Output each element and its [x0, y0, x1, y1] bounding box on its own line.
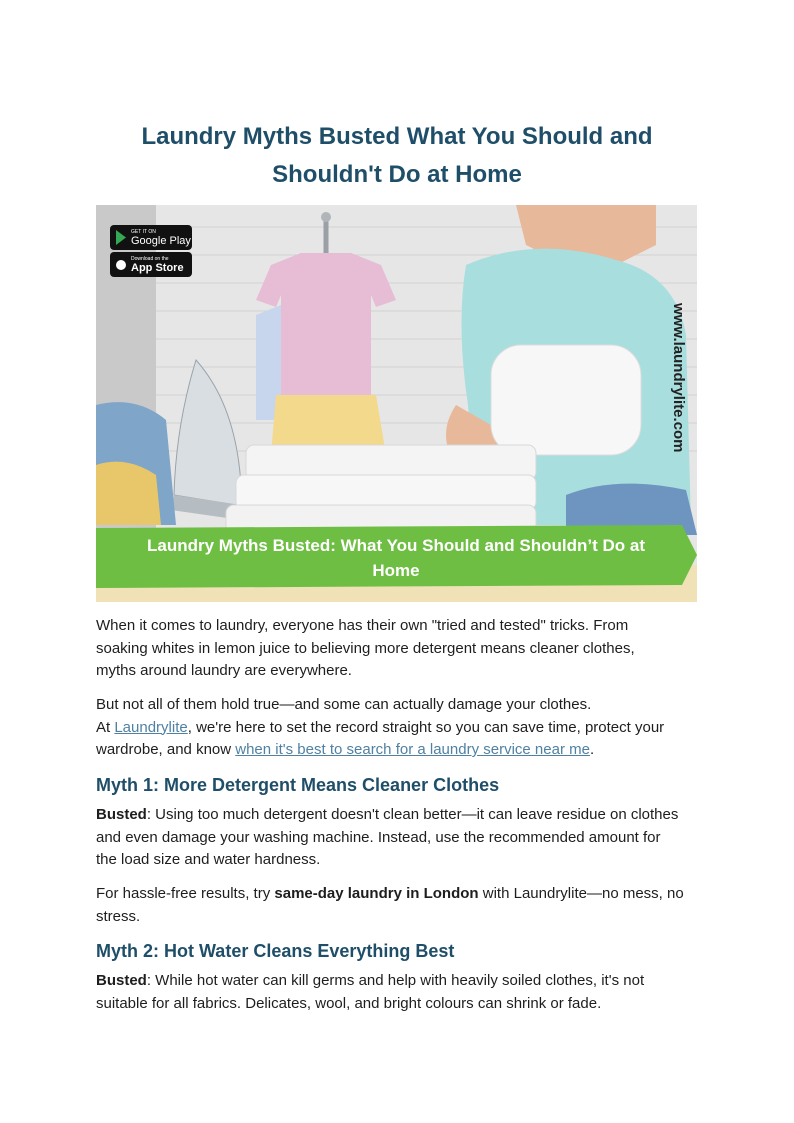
google-play-small-text: GET IT ON [131, 229, 156, 235]
text-fragment: : Using too much detergent doesn't clean better—it can leave residue on clothes [146, 806, 679, 823]
text-fragment: wardrobe, and know [96, 741, 236, 758]
busted-label: Busted [96, 972, 147, 989]
google-play-text: Google Play [131, 235, 191, 247]
page-title [96, 118, 698, 194]
text-fragment: At [96, 718, 115, 736]
hero-image [96, 205, 697, 602]
myth-1-paragraph-2 [96, 883, 706, 928]
text-fragment: : While hot water can kill germs and help with heavily soiled clothes, it's not [146, 972, 645, 989]
text-line: stress. [96, 907, 141, 925]
myth-1-heading: Myth 1: More Detergent Means Cleaner Clothes [96, 775, 500, 795]
text-fragment: For hassle-free results, try [96, 885, 275, 902]
banner-line-2: Home [372, 561, 420, 580]
banner-line-1: Laundry Myths Busted: What You Should and Shouldn’t Do at [146, 536, 646, 555]
text-line: the load size and water hardness. [96, 851, 321, 868]
app-store-text: App Store [131, 262, 184, 274]
app-store-badge[interactable] [110, 252, 192, 277]
text-line: and even damage your washing machine. Instead, use the recommended amount for [96, 828, 661, 846]
text-line: soaking whites in lemon juice to believing more detergent means cleaner clothes, [96, 639, 635, 657]
app-store-small-text: Download on the [131, 256, 169, 262]
bold-phrase: same-day laundry in London [274, 885, 479, 902]
apple-icon [116, 260, 126, 270]
text-line: suitable for all fabrics. Delicates, wool, and bright colours can shrink or fade. [96, 994, 602, 1012]
text-line: When it comes to laundry, everyone has their own "tried and tested" tricks. From [96, 617, 629, 634]
laundry-service-near-me-link[interactable]: when it's best to search for a laundry service near me [235, 741, 590, 758]
text-line: But not all of them hold true—and some can actually damage your clothes. [96, 696, 592, 713]
myth-2-paragraph-1 [96, 970, 706, 1015]
google-play-badge[interactable] [110, 225, 192, 250]
title-line-1: Laundry Myths Busted What You Should and [141, 123, 653, 150]
intro-paragraph-1 [96, 615, 706, 683]
myth-2-heading: Myth 2: Hot Water Cleans Everything Best [96, 941, 455, 961]
myth-1-paragraph-1 [96, 804, 706, 872]
text-fragment: , we're here to set the record straight so you can save time, protect your [187, 718, 665, 736]
text-fragment: . [589, 741, 595, 758]
site-url-vertical: www.laundrylite.com [670, 303, 687, 453]
title-line-2: Shouldn't Do at Home [272, 161, 522, 188]
text-fragment: with Laundrylite—no mess, no [478, 885, 684, 902]
intro-paragraph-2 [96, 694, 706, 762]
laundrylite-link[interactable]: Laundrylite [114, 718, 188, 736]
busted-label: Busted [96, 806, 147, 823]
text-line: myths around laundry are everywhere. [96, 662, 352, 679]
